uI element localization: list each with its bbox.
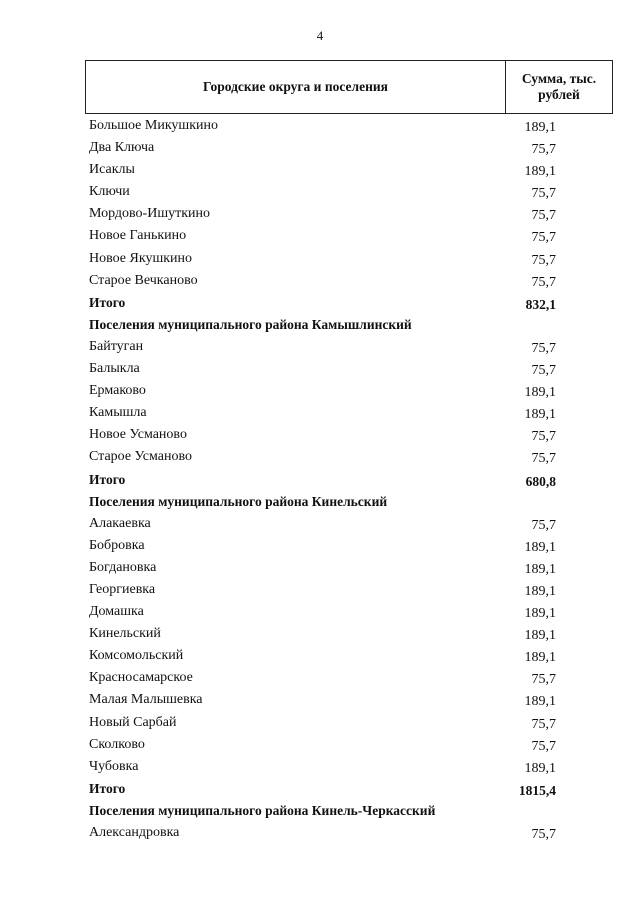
table-row xyxy=(0,226,640,248)
row-name: Богдановка xyxy=(89,559,157,575)
row-value: 189,1 xyxy=(524,628,556,644)
row-name: Итого xyxy=(89,780,126,796)
row-value: 75,7 xyxy=(531,186,556,202)
table-row xyxy=(0,182,640,204)
table-row xyxy=(0,359,640,381)
row-value: 75,7 xyxy=(531,738,556,754)
row-value: 75,7 xyxy=(531,208,556,224)
row-name: Бобровка xyxy=(89,537,145,553)
table-row xyxy=(0,646,640,668)
row-name: Балыкла xyxy=(89,361,140,377)
row-name: Итого xyxy=(89,294,126,310)
row-value: 75,7 xyxy=(531,451,556,467)
row-value: 189,1 xyxy=(524,407,556,423)
row-name: Комсомольский xyxy=(89,648,184,664)
table-row xyxy=(0,514,640,536)
row-value: 75,7 xyxy=(531,429,556,445)
row-value: 1815,4 xyxy=(518,782,556,798)
row-name: Алакаевка xyxy=(89,515,151,531)
table-row xyxy=(0,602,640,624)
row-value: 75,7 xyxy=(531,827,556,842)
row-name: Малая Малышевка xyxy=(89,692,203,708)
row-value: 75,7 xyxy=(531,142,556,158)
row-value: 189,1 xyxy=(524,385,556,401)
table-row xyxy=(0,624,640,646)
row-value: 189,1 xyxy=(524,650,556,666)
row-value: 189,1 xyxy=(524,694,556,710)
row-value: 832,1 xyxy=(525,296,556,312)
column-header-sum xyxy=(506,61,612,113)
section-header-row xyxy=(0,492,640,514)
table-row xyxy=(0,138,640,160)
table-row xyxy=(0,690,640,712)
row-value: 75,7 xyxy=(531,672,556,688)
table-row xyxy=(0,425,640,447)
row-value: 75,7 xyxy=(531,363,556,379)
row-name: Камышла xyxy=(89,405,147,421)
table-row xyxy=(0,447,640,469)
table-row xyxy=(0,668,640,690)
row-name: Чубовка xyxy=(89,758,139,774)
row-value: 189,1 xyxy=(524,760,556,776)
section-header-row xyxy=(0,315,640,337)
table-row xyxy=(0,558,640,580)
row-name: Поселения муниципального района Кинель-Черкасский xyxy=(89,802,436,818)
row-value: 189,1 xyxy=(524,561,556,577)
row-name: Большое Микушкино xyxy=(89,118,219,133)
row-name: Поселения муниципального района Кинельский xyxy=(89,493,388,509)
table-row xyxy=(0,580,640,602)
table-row xyxy=(0,204,640,226)
total-row xyxy=(0,779,640,801)
row-name: Старое Усманово xyxy=(89,449,192,465)
row-value: 189,1 xyxy=(524,539,556,555)
column-header-sum-line1: Сумма, тыс. xyxy=(521,71,597,86)
table-row xyxy=(0,337,640,359)
table-row xyxy=(0,735,640,757)
row-name: Новое Ганькино xyxy=(89,228,187,244)
table-row xyxy=(0,757,640,779)
row-name: Домашка xyxy=(89,604,144,620)
row-name: Новое Усманово xyxy=(89,427,187,443)
row-value: 75,7 xyxy=(531,274,556,290)
table-row xyxy=(0,271,640,293)
row-name: Ермаково xyxy=(89,383,146,399)
table-row xyxy=(0,713,640,735)
row-name: Ключи xyxy=(89,184,130,200)
row-name: Александровка xyxy=(89,825,180,840)
row-name: Новый Сарбай xyxy=(89,714,177,730)
row-value: 189,1 xyxy=(524,583,556,599)
column-header-name: Городские округа и поселения xyxy=(86,61,506,113)
total-row xyxy=(0,293,640,315)
table-row xyxy=(0,249,640,271)
row-value: 189,1 xyxy=(524,120,556,135)
row-name: Новое Якушкино xyxy=(89,250,193,266)
total-row xyxy=(0,470,640,492)
row-value: 189,1 xyxy=(524,164,556,180)
row-name: Красносамарское xyxy=(89,670,193,686)
row-name: Поселения муниципального района Камышлинский xyxy=(89,316,412,332)
row-value: 75,7 xyxy=(531,340,556,356)
row-name: Кинельский xyxy=(89,626,161,642)
row-value: 75,7 xyxy=(531,716,556,732)
row-name: Итого xyxy=(89,471,126,487)
table-row xyxy=(0,381,640,403)
table-row xyxy=(0,160,640,182)
row-value: 680,8 xyxy=(525,473,556,489)
table-row xyxy=(0,403,640,425)
section-header-row xyxy=(0,801,640,823)
row-name: Байтуган xyxy=(89,338,144,354)
row-name: Старое Вечканово xyxy=(89,272,198,288)
table-row xyxy=(0,116,640,138)
table-header xyxy=(85,60,613,114)
page-number: 4 xyxy=(316,28,324,43)
row-name: Исаклы xyxy=(89,162,135,178)
row-name: Георгиевка xyxy=(89,581,156,597)
table-row xyxy=(0,536,640,558)
row-value: 189,1 xyxy=(524,606,556,622)
row-name: Мордово-Ишуткино xyxy=(89,206,211,222)
row-value: 75,7 xyxy=(531,230,556,246)
row-value: 75,7 xyxy=(531,252,556,268)
column-header-sum-line2: рублей xyxy=(538,87,580,102)
row-value: 75,7 xyxy=(531,517,556,533)
table-row xyxy=(0,823,640,845)
row-name: Сколково xyxy=(89,736,145,752)
table-body xyxy=(0,116,640,845)
row-name: Два Ключа xyxy=(89,140,155,156)
